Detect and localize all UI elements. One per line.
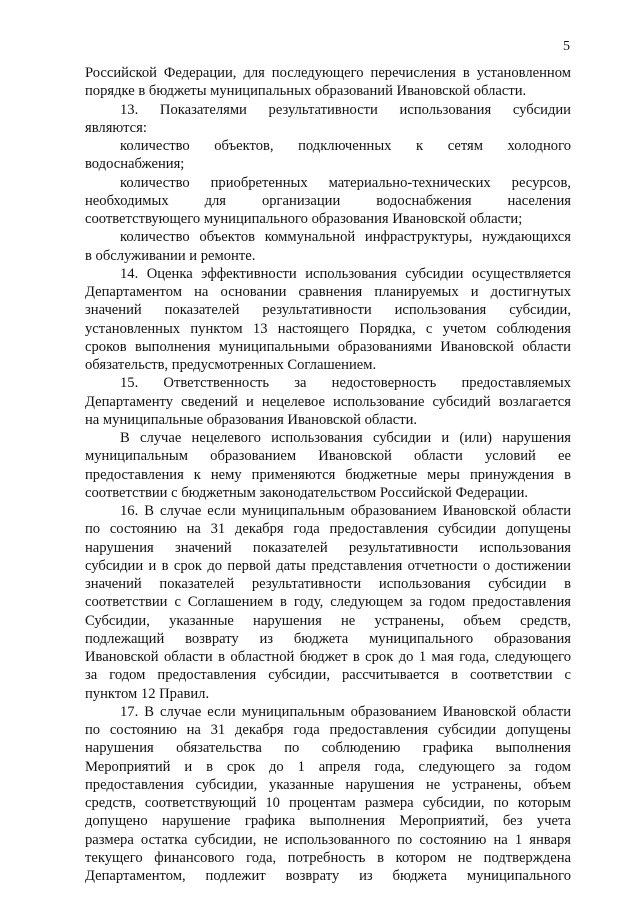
text-line: соответствующего муниципального образования Ивановской области; <box>85 211 523 227</box>
text-line: водоснабжения; <box>85 156 185 173</box>
text-line: в обслуживании и ремонте. <box>85 247 256 264</box>
text-line: значений показателей результативности использования субсидии, <box>85 302 571 319</box>
text-line: субсидии и в срок до первой даты представления отчетности о достижении <box>85 557 571 574</box>
text-line: нарушения обязательства по соблюдению графика выполнения <box>85 740 571 757</box>
text-line: являются: <box>85 119 147 136</box>
text-line: Ивановской области в областной бюджет в срок до 1 мая года, следующего <box>85 649 571 665</box>
text-line: В случае нецелевого использования субсидии и (или) нарушения <box>120 430 571 446</box>
text-line: необходимых для организации водоснабжения населения <box>85 192 571 209</box>
page-number: 5 <box>563 39 570 54</box>
text-line: установленных пунктом 13 настоящего Порядка, с учетом соблюдения <box>85 320 571 337</box>
text-line: обязательств, предусмотренных Соглашением. <box>85 357 377 373</box>
text-line: подлежащий возврату из бюджета муниципального образования <box>85 630 571 647</box>
text-line: текущего финансового года, потребность в котором не подтверждена <box>85 849 571 866</box>
text-line: количество приобретенных материально-технических ресурсов, <box>120 174 571 191</box>
text-line: соответствии с Соглашением в году, следующем за годом предоставления <box>85 594 571 611</box>
text-line: нарушения значений показателей результативности использования <box>85 539 571 556</box>
text-line: сроков выполнения муниципальными образованиями Ивановской области <box>85 338 571 355</box>
text-line: за годом предоставления субсидии, рассчитывается в соответствии с <box>85 667 571 684</box>
text-line: количество объектов коммунальной инфраструктуры, нуждающихся <box>120 229 571 246</box>
text-line: по состоянию на 31 декабря года предоставления субсидии допущены <box>85 521 571 538</box>
text-line: 13. Показателями результативности использования субсидии <box>120 101 571 118</box>
text-line: 14. Оценка эффективности использования субсидии осуществляется <box>120 265 571 282</box>
text-line: по состоянию на 31 декабря года предоставления субсидии допущены <box>85 722 571 738</box>
text-line: 15. Ответственность за недостоверность предоставляемых <box>120 375 571 392</box>
text-line: порядке в бюджеты муниципальных образований Ивановской области. <box>85 83 527 100</box>
text-line: соответствии с бюджетным законодательством Российской Федерации. <box>85 484 529 501</box>
text-line: количество объектов, подключенных к сетям холодного <box>120 138 571 154</box>
text-line: 16. В случае если муниципальным образованием Ивановской области <box>120 503 571 519</box>
text-line: 17. В случае если муниципальным образованием Ивановской области <box>120 703 571 720</box>
text-line: Субсидии, указанные нарушения не устранены, объем средств, <box>85 612 571 629</box>
text-line: муниципальным образованием Ивановской области условий ее <box>85 448 571 465</box>
text-line: значений показателей результативности использования субсидии в <box>85 576 571 592</box>
text-line: Департаментом, подлежит возврату из бюджета муниципального <box>85 868 571 884</box>
text-line: средств, соответствующий 10 процентам размера субсидии, по которым <box>85 795 571 811</box>
text-line: размера остатка субсидии, не использованного по состоянию на 1 января <box>85 831 571 848</box>
text-line: допущено нарушение графика выполнения Мероприятий, без учета <box>85 813 571 830</box>
text-line: на муниципальные образования Ивановской области. <box>85 411 418 428</box>
text-line: Департаменту сведений и нецелевое использование субсидий возлагается <box>85 393 571 410</box>
text-line: предоставления субсидии, указанные нарушения не устранены, объем <box>85 776 571 793</box>
text-line: пунктом 12 Правил. <box>85 685 210 702</box>
text-line: предоставления к нему применяются бюджетные меры принуждения в <box>85 466 571 483</box>
text-line: Российской Федерации, для последующего перечисления в установленном <box>85 65 571 81</box>
text-line: Мероприятий и в срок до 1 апреля года, следующего за годом <box>85 758 571 775</box>
document-body <box>85 64 571 885</box>
text-line: Департаментом на основании сравнения планируемых и достигнутых <box>85 284 571 300</box>
